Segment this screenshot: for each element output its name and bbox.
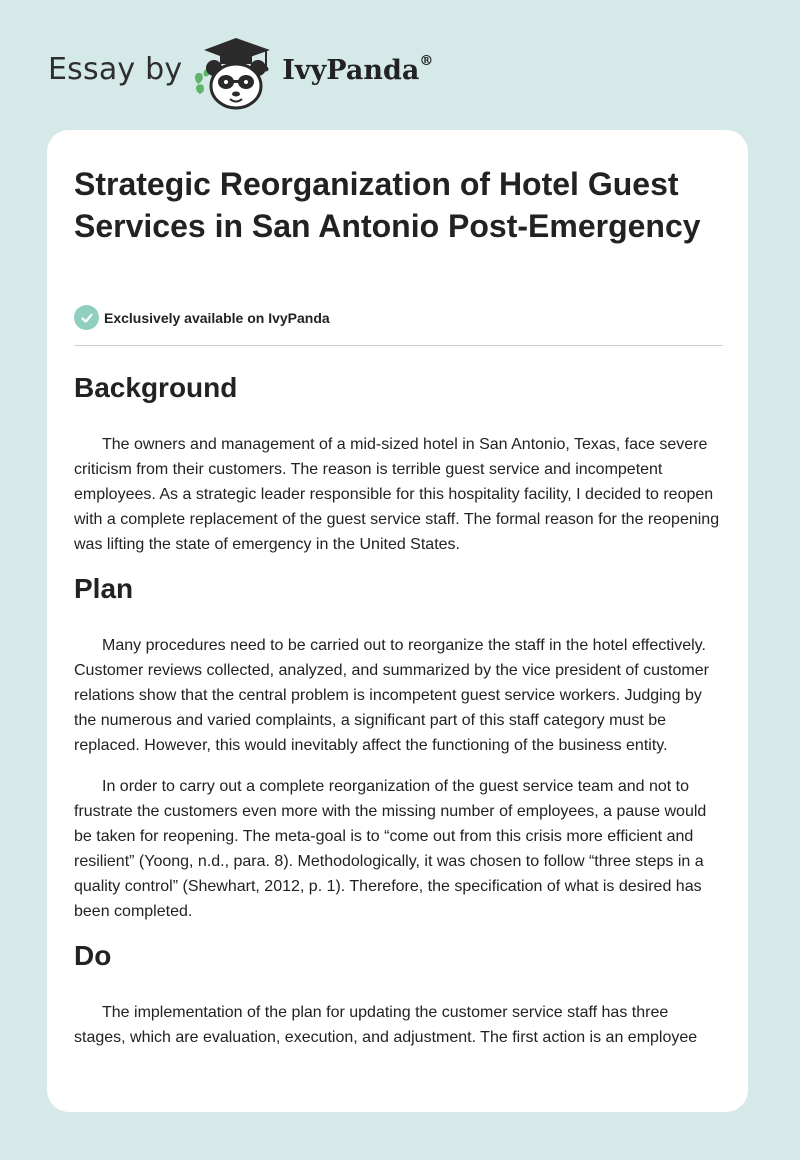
section-heading-plan: Plan (74, 573, 134, 604)
essay-content (74, 362, 723, 1050)
brand-text: IvyPanda (282, 54, 420, 86)
paragraph: The owners and management of a mid-sized hotel in San Antonio, Texas, face severe criticism from their customers. The reason is terrible guest service and incompetent employees. As a strategic leader responsible for this hospitality facility, I decided to reopen with a complete replacement of the guest service staff. The formal reason for the reopening was lifting the state of emergency in the United States. (74, 436, 720, 553)
page-title: Strategic Reorganization of Hotel Guest Services in San Antonio Post-Emergency (74, 166, 701, 244)
badge-text: Exclusively available on IvyPanda (104, 309, 330, 326)
check-icon (74, 305, 99, 330)
section-heading-do: Do (74, 940, 112, 971)
section-heading-background: Background (74, 372, 238, 403)
essay-by-label: Essay by (48, 51, 183, 87)
title-divider (74, 345, 723, 346)
essay-card (47, 130, 748, 1112)
site-header (48, 32, 433, 112)
exclusive-badge (74, 305, 330, 330)
paragraph: In order to carry out a complete reorganization of the guest service team and not to frustrate the customers even more with the missing number of employees, a pause would be taken for reopening. The meta-goal is to “come out from this crisis more efficient and resilient” (Yoong, n.d., para. 8). Methodologically, it was chosen to follow “three steps in a quality control” (Shewhart, 2012, p. 1). Therefore, the specification of what is desired has been completed. (74, 778, 707, 920)
paragraph: Many procedures need to be carried out to reorganize the staff in the hotel effectively. Customer reviews collected, analyzed, and summarized by the vice president of customer relations show that the central problem is incompetent guest service workers. Judging by the numerous and varied complaints, a significant part of this staff category must be replaced. However, this would inevitably affect the functioning of the business entity. (74, 637, 709, 754)
registered-mark: ® (419, 52, 434, 69)
paragraph: The implementation of the plan for updating the customer service staff has three stages, which are evaluation, execution, and adjustment. The first action is an employee (74, 1004, 698, 1046)
panda-graduate-logo-icon[interactable] (190, 32, 278, 112)
brand-name[interactable] (282, 52, 434, 86)
